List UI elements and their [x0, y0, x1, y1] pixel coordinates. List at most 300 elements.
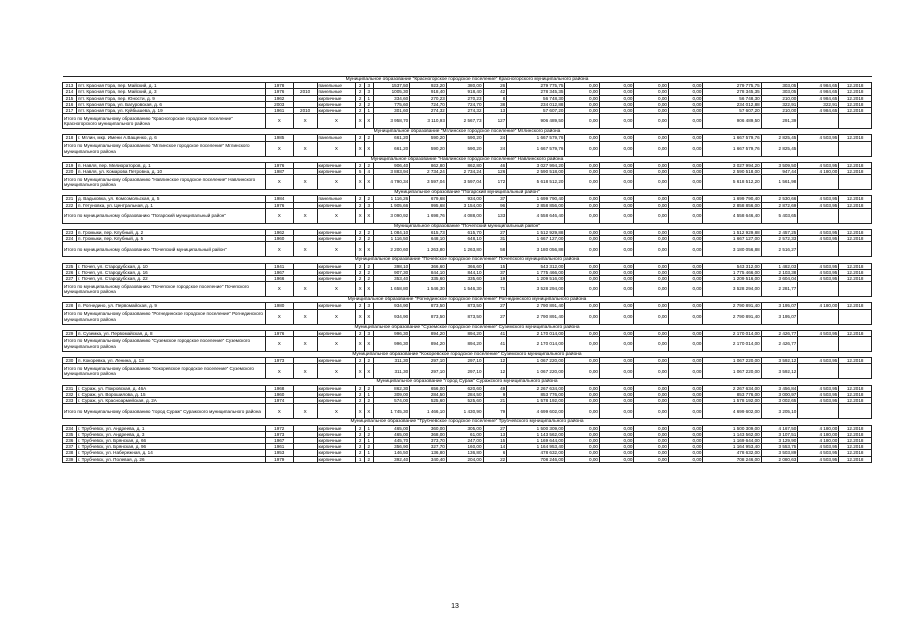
table-cell: 1: [364, 108, 373, 114]
table-cell: 56 748,30: [703, 95, 761, 101]
table-cell: 934,90: [373, 303, 410, 309]
table-cell: 918,40: [410, 89, 447, 95]
table-cell: 303,05: [761, 89, 798, 95]
table-cell: 574,00: [373, 398, 410, 404]
table-cell: X: [317, 282, 356, 297]
table-cell: кирпичные: [317, 437, 356, 443]
table-cell: 0,00: [668, 141, 703, 156]
table-cell: г. Трубчевск, ул. Полевая, д. 26: [77, 456, 266, 462]
table-cell: 4 699 602,00: [507, 404, 565, 419]
table-cell: 1 667 579,76: [703, 141, 761, 156]
table-cell: 4 984,65: [798, 95, 839, 101]
table-cell: X: [317, 141, 356, 156]
table-cell: 2010: [293, 108, 317, 114]
section-title: Муниципальное образование "Почепское городское поселение" Почепского муниципального района: [63, 257, 872, 263]
table-cell: 1: [364, 425, 373, 431]
table-cell: 1 209 516,00: [507, 276, 565, 282]
table-cell: 0,00: [668, 242, 703, 257]
table-cell: X: [265, 141, 293, 156]
table-cell: 0,00: [599, 208, 634, 223]
table-cell: 217: [63, 108, 77, 114]
table-cell: 0,00: [565, 385, 600, 391]
table-cell: X: [317, 175, 356, 190]
table-cell: 2: [356, 444, 365, 450]
table-cell: 1978: [265, 83, 293, 89]
table-cell: 2 858 856,00: [507, 202, 565, 208]
table-cell: 373,70: [410, 437, 447, 443]
table-cell: 4 699 602,00: [703, 404, 761, 419]
table-cell: 1960: [265, 236, 293, 242]
table-cell: 0,00: [634, 208, 669, 223]
table-cell: 1 500 309,00: [507, 425, 565, 431]
table-cell: 0,00: [668, 236, 703, 242]
table-cell: 0,00: [599, 431, 634, 437]
table-cell: [839, 141, 872, 156]
table-cell: 0,00: [565, 404, 600, 419]
table-cell: 2: [356, 135, 365, 141]
table-cell: X: [317, 309, 356, 324]
table-cell: 215: [63, 95, 77, 101]
table-cell: г. Трубчевск, ул. Андреева, д. 3: [77, 431, 266, 437]
table-cell: 12.2018: [839, 202, 872, 208]
table-cell: 1 658,80: [373, 282, 410, 297]
table-cell: 3 154,00: [446, 202, 483, 208]
table-cell: 1976: [265, 162, 293, 168]
table-cell: 398,10: [373, 263, 410, 269]
table-cell: X: [293, 404, 317, 419]
table-cell: 4 503,95: [798, 202, 839, 208]
table-cell: 1 067 220,00: [507, 364, 565, 379]
table-cell: 233: [63, 398, 77, 404]
table-cell: 4 503,95: [798, 162, 839, 168]
table-cell: 26: [483, 83, 507, 89]
table-cell: 0,00: [668, 309, 703, 324]
table-cell: панельные: [317, 135, 356, 141]
table-cell: 0,00: [668, 101, 703, 107]
table-cell: 2 530,66: [761, 196, 798, 202]
table-cell: X: [364, 282, 373, 297]
table-cell: X: [356, 114, 365, 129]
table-cell: 1 561,98: [761, 175, 798, 190]
table-cell: 12.2018: [839, 263, 872, 269]
table-cell: X: [364, 114, 373, 129]
section-title: Муниципальное образование "Трубчевское городское поселение" Трубчевского муниципального района: [63, 419, 872, 425]
table-cell: 1 430,90: [446, 404, 483, 419]
table-cell: 0,00: [634, 89, 669, 95]
table-cell: 0,00: [634, 263, 669, 269]
table-cell: 2 516,27: [761, 242, 798, 257]
table-cell: 4 503,95: [798, 330, 839, 336]
table-cell: 2: [356, 101, 365, 107]
table-cell: 3 195,07: [761, 309, 798, 324]
table-cell: 13: [483, 431, 507, 437]
table-cell: 590,20: [410, 135, 447, 141]
table-cell: 3: [364, 83, 373, 89]
table-cell: 4 503,95: [798, 269, 839, 275]
table-cell: 3 000,97: [761, 391, 798, 397]
table-cell: г. Сураж, ул. Покровская, д. 46А: [77, 385, 266, 391]
table-cell: панельные: [317, 196, 356, 202]
table-cell: 0,00: [599, 175, 634, 190]
table-cell: 237: [63, 444, 77, 450]
table-cell: 1 667 127,00: [507, 236, 565, 242]
table-cell: 22: [483, 456, 507, 462]
table-cell: 0,00: [599, 135, 634, 141]
table-cell: 1 169 644,00: [507, 437, 565, 443]
table-cell: 2: [364, 276, 373, 282]
table-cell: X: [293, 141, 317, 156]
table-cell: 2: [356, 95, 365, 101]
table-cell: X: [364, 141, 373, 156]
table-cell: панельные: [317, 83, 356, 89]
table-cell: 12.2018: [839, 101, 872, 107]
table-cell: 24: [483, 141, 507, 156]
table-cell: 2: [364, 456, 373, 462]
table-cell: 57 607,20: [507, 108, 565, 114]
total-row: [63, 242, 872, 257]
table-cell: 1 116,50: [373, 236, 410, 242]
table-cell: 219: [63, 162, 77, 168]
table-cell: 2: [356, 276, 365, 282]
table-cell: г. Мглин, мкр. Имени А.Ващенко, д. 6: [77, 135, 266, 141]
table-cell: 0,00: [599, 404, 634, 419]
total-label: Итого по Муниципальному образованию "Красногорское городское поселение" Красногорского муниципального района: [63, 114, 266, 129]
table-cell: 679,68: [410, 196, 447, 202]
table-cell: 2: [364, 358, 373, 364]
table-cell: X: [356, 242, 365, 257]
table-cell: 478 632,00: [703, 450, 761, 456]
table-cell: 1 169 644,00: [703, 437, 761, 443]
table-cell: X: [317, 242, 356, 257]
table-cell: 231: [63, 385, 77, 391]
table-cell: 1961: [265, 444, 293, 450]
total-label: Итого по Муниципальному образованию "Суземское городское поселение" Суземского муниципального района: [63, 337, 266, 352]
table-cell: 0,00: [599, 141, 634, 156]
table-cell: X: [364, 404, 373, 419]
table-cell: пгт. Красная Гора, пер. Юности, д. 9: [77, 95, 266, 101]
table-cell: 327,70: [410, 444, 447, 450]
table-cell: 1: [364, 391, 373, 397]
table-cell: 12.2018: [839, 303, 872, 309]
table-cell: 1976: [265, 202, 293, 208]
table-cell: 31: [483, 236, 507, 242]
table-cell: 5 403,65: [761, 208, 798, 223]
total-row: [63, 309, 872, 324]
table-cell: 126: [483, 169, 507, 175]
table-cell: X: [265, 208, 293, 223]
table-cell: 239: [63, 456, 77, 462]
table-cell: 0,00: [565, 437, 600, 443]
table-cell: 1 116,26: [373, 196, 410, 202]
table-cell: 0,00: [668, 276, 703, 282]
table-cell: 0,00: [634, 202, 669, 208]
table-cell: 4 503,95: [798, 196, 839, 202]
table-cell: 2 858 856,00: [703, 202, 761, 208]
table-cell: 27: [483, 230, 507, 236]
table-cell: 226: [63, 269, 77, 275]
table-cell: кирпичные: [317, 385, 356, 391]
table-cell: 0,00: [668, 456, 703, 462]
table-cell: кирпичные: [317, 456, 356, 462]
table-cell: 228: [63, 303, 77, 309]
table-cell: 247,00: [446, 437, 483, 443]
table-cell: 37: [483, 196, 507, 202]
table-cell: 2: [356, 450, 365, 456]
table-cell: 2 170 014,00: [507, 337, 565, 352]
table-cell: 4: [364, 169, 373, 175]
table-cell: 4 503,95: [798, 358, 839, 364]
table-cell: 2 790 891,40: [507, 309, 565, 324]
table-cell: 229: [63, 330, 77, 336]
table-cell: 42: [483, 89, 507, 95]
table-cell: 46: [483, 162, 507, 168]
table-cell: 2: [356, 236, 365, 242]
table-cell: 2010: [293, 89, 317, 95]
table-cell: 3 528 294,00: [507, 282, 565, 297]
table-cell: 13: [483, 108, 507, 114]
table-cell: 0,00: [565, 95, 600, 101]
table-cell: 862,80: [410, 162, 447, 168]
table-cell: 0,00: [668, 208, 703, 223]
total-label: Итого по Муниципальному образованию "город Сураж" Суражского муниципального района: [63, 404, 266, 419]
table-cell: 5: [356, 169, 365, 175]
table-cell: 0,00: [599, 95, 634, 101]
table-cell: 1 143 562,00: [507, 431, 565, 437]
table-cell: [839, 208, 872, 223]
table-cell: 234 012,88: [507, 101, 565, 107]
table-cell: [293, 456, 317, 462]
table-cell: 0,00: [599, 282, 634, 297]
table-cell: 873,50: [446, 309, 483, 324]
table-cell: 907,30: [373, 269, 410, 275]
table-cell: X: [356, 282, 365, 297]
table-cell: 1 698,76: [410, 208, 447, 223]
table-cell: 906,40: [373, 162, 410, 168]
table-cell: 2: [364, 162, 373, 168]
table-cell: 2: [356, 269, 365, 275]
table-cell: 2: [356, 425, 365, 431]
table-cell: 0,00: [565, 89, 600, 95]
table-cell: 2 170 014,00: [703, 330, 761, 336]
table-cell: 1960: [265, 391, 293, 397]
table-cell: 0,00: [634, 83, 669, 89]
table-cell: 2: [364, 196, 373, 202]
table-cell: 1962: [265, 95, 293, 101]
table-cell: 1 067 220,00: [703, 358, 761, 364]
table-cell: 478 632,00: [507, 450, 565, 456]
table-cell: X: [317, 208, 356, 223]
table-cell: 58: [483, 242, 507, 257]
table-cell: 227: [63, 276, 77, 282]
table-cell: 0,00: [668, 196, 703, 202]
table-cell: X: [364, 309, 373, 324]
table-cell: 708 246,00: [703, 456, 761, 462]
table-cell: 0,00: [599, 450, 634, 456]
table-cell: 0,00: [565, 444, 600, 450]
table-cell: 335,60: [410, 276, 447, 282]
table-cell: [798, 404, 839, 419]
table-cell: 648,10: [410, 236, 447, 242]
table-cell: 0,00: [565, 303, 600, 309]
table-cell: 3 107,51: [761, 431, 798, 437]
table-cell: 2 590 518,00: [507, 169, 565, 175]
table-cell: 844,10: [410, 269, 447, 275]
table-cell: X: [317, 114, 356, 129]
table-cell: 305,00: [446, 425, 483, 431]
table-cell: кирпичные: [317, 431, 356, 437]
table-cell: 3: [364, 330, 373, 336]
table-cell: 615,73: [410, 230, 447, 236]
table-cell: 2 790 891,40: [703, 303, 761, 309]
table-cell: 0,00: [599, 303, 634, 309]
table-cell: 2003: [265, 101, 293, 107]
table-cell: кирпичные: [317, 108, 356, 114]
table-cell: 218: [63, 135, 77, 141]
table-cell: 2: [356, 202, 365, 208]
table-cell: 12.2018: [839, 431, 872, 437]
table-cell: 1 500 309,00: [703, 425, 761, 431]
table-cell: 0,00: [599, 444, 634, 450]
table-cell: 1953: [265, 450, 293, 456]
table-cell: 335,60: [446, 276, 483, 282]
table-cell: 3 180 056,88: [703, 242, 761, 257]
table-cell: кирпичные: [317, 425, 356, 431]
table-cell: 71: [483, 282, 507, 297]
table-cell: 0,00: [565, 162, 600, 168]
table-cell: 0,00: [634, 169, 669, 175]
table-cell: 3 503,89: [761, 450, 798, 456]
table-cell: 2: [364, 431, 373, 437]
table-cell: [839, 114, 872, 129]
table-cell: г. Сураж, ул. Ворошилова, д. 15: [77, 391, 266, 397]
table-cell: кирпичные: [317, 398, 356, 404]
table-cell: панельные: [317, 89, 356, 95]
table-cell: [798, 208, 839, 223]
table-cell: 301,60: [373, 108, 410, 114]
table-cell: 49: [483, 385, 507, 391]
table-cell: 0,00: [565, 135, 600, 141]
table-cell: 12.2018: [839, 135, 872, 141]
table-cell: 3 553,75: [761, 444, 798, 450]
table-cell: 1984: [265, 196, 293, 202]
table-cell: 0,00: [668, 337, 703, 352]
table-cell: 4 503,95: [798, 385, 839, 391]
table-cell: 1 164 953,40: [507, 444, 565, 450]
table-cell: 0,00: [634, 303, 669, 309]
section-title: Муниципальное образование "Красногорское городское поселение" Красногорского муниципального района: [63, 77, 872, 83]
table-cell: 1 667 579,76: [507, 141, 565, 156]
table-cell: 0,00: [565, 169, 600, 175]
table-cell: 0,00: [668, 89, 703, 95]
table-cell: 12.2018: [839, 196, 872, 202]
table-cell: 160,00: [446, 444, 483, 450]
table-cell: 222: [63, 202, 77, 208]
table-cell: 4 503,95: [798, 398, 839, 404]
table-cell: 0,00: [634, 242, 669, 257]
table-cell: 0,00: [565, 208, 600, 223]
table-cell: г. Почеп, ул. Стародубская, д. 10: [77, 263, 266, 269]
table-cell: 1 667 127,00: [703, 236, 761, 242]
table-cell: п. Громыки, пер. Клубный, д. 2: [77, 230, 266, 236]
table-cell: 0,00: [634, 404, 669, 419]
total-label: Итого по Муниципальному образованию "Кокоревское городское поселение" Суземского муниципального района: [63, 364, 266, 379]
table-cell: 56 748,30: [507, 95, 565, 101]
table-cell: 14: [483, 444, 507, 450]
table-cell: 27: [483, 303, 507, 309]
table-cell: 12.2018: [839, 456, 872, 462]
housing-program-table: [62, 76, 872, 463]
table-cell: 1 578 192,00: [703, 398, 761, 404]
table-cell: 230: [63, 358, 77, 364]
table-cell: 2 267 634,00: [507, 385, 565, 391]
table-cell: 1 263,80: [410, 242, 447, 257]
table-cell: 2 267 634,00: [703, 385, 761, 391]
document-page: [62, 76, 872, 463]
table-cell: 1961: [265, 108, 293, 114]
table-cell: 2: [356, 196, 365, 202]
table-cell: 1 667 579,76: [703, 135, 761, 141]
table-cell: 2 281,77: [761, 282, 798, 297]
table-cell: X: [356, 208, 365, 223]
table-cell: 4 180,00: [798, 169, 839, 175]
table-cell: X: [317, 364, 356, 379]
table-cell: 0,00: [565, 114, 600, 129]
table-cell: 0,00: [634, 175, 669, 190]
table-cell: 2: [356, 303, 365, 309]
table-cell: 2: [356, 330, 365, 336]
table-cell: 12.2018: [839, 162, 872, 168]
table-cell: 3 090,92: [373, 208, 410, 223]
table-cell: 4 558 646,40: [703, 208, 761, 223]
table-cell: 0,00: [565, 450, 600, 456]
total-row: [63, 175, 872, 190]
table-cell: 2 872,69: [761, 202, 798, 208]
total-row: [63, 282, 872, 297]
table-cell: 0,00: [634, 196, 669, 202]
table-cell: 356,90: [373, 444, 410, 450]
table-cell: 1941: [265, 263, 293, 269]
table-cell: 2 734,24: [446, 169, 483, 175]
table-cell: 4 180,00: [798, 437, 839, 443]
table-cell: [798, 364, 839, 379]
table-cell: X: [293, 364, 317, 379]
table-cell: 225: [63, 263, 77, 269]
table-cell: 0,00: [634, 444, 669, 450]
table-cell: 724,70: [410, 101, 447, 107]
table-cell: 0,00: [668, 425, 703, 431]
table-cell: 3 509,50: [761, 162, 798, 168]
table-cell: 0,00: [668, 444, 703, 450]
table-cell: 1968: [265, 385, 293, 391]
table-cell: пгт. Красная Гора, пер. Майский, д. 3: [77, 89, 266, 95]
table-cell: 2 426,77: [761, 337, 798, 352]
table-cell: 0,00: [668, 431, 703, 437]
section-title: Муниципальное образование "Кокоревское городское поселение" Суземского муниципального района: [63, 352, 872, 358]
table-cell: 0,00: [668, 95, 703, 101]
table-cell: X: [293, 175, 317, 190]
table-body: [63, 77, 872, 463]
table-cell: кирпичные: [317, 444, 356, 450]
table-cell: 12.2018: [839, 398, 872, 404]
table-cell: 996,30: [373, 330, 410, 336]
table-cell: 12.2018: [839, 437, 872, 443]
table-cell: 0,00: [668, 162, 703, 168]
table-cell: 4 088,00: [446, 208, 483, 223]
table-cell: 0,00: [599, 169, 634, 175]
table-cell: 0,00: [565, 236, 600, 242]
table-cell: 322,91: [798, 101, 839, 107]
table-cell: 1985: [265, 135, 293, 141]
